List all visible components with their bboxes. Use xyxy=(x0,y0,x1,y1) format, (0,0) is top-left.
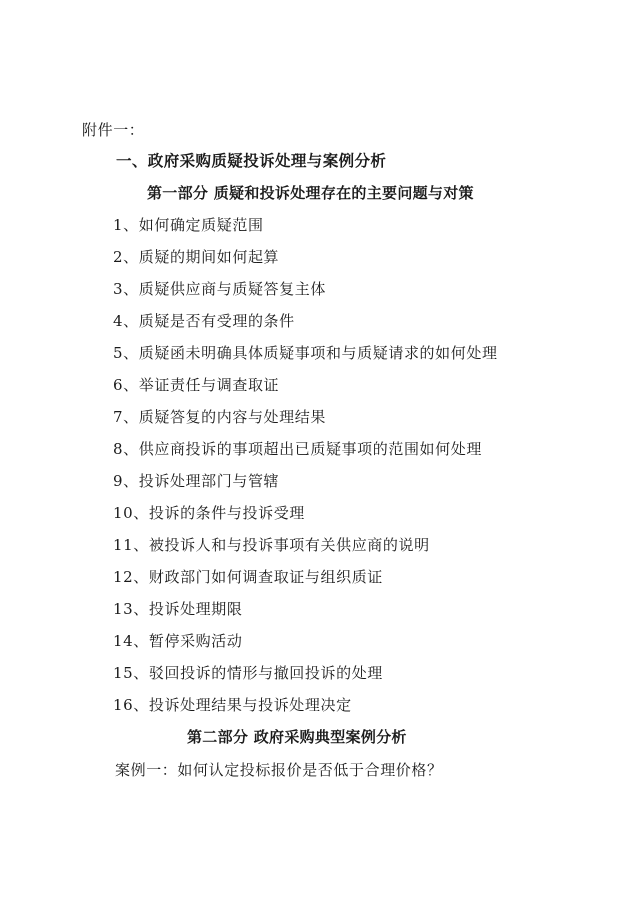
list-item: 15、驳回投诉的情形与撤回投诉的处理 xyxy=(113,664,383,682)
list-item: 5、质疑函未明确具体质疑事项和与质疑请求的如何处理 xyxy=(113,344,498,362)
case-one-line: 案例一：如何认定投标报价是否低于合理价格？ xyxy=(115,761,443,779)
part-one-heading: 第一部分 质疑和投诉处理存在的主要问题与对策 xyxy=(147,184,474,202)
list-item: 8、供应商投诉的事项超出已质疑事项的范围如何处理 xyxy=(113,440,482,458)
list-item: 10、投诉的条件与投诉受理 xyxy=(113,504,305,522)
list-item: 3、质疑供应商与质疑答复主体 xyxy=(113,280,326,298)
list-item: 2、质疑的期间如何起算 xyxy=(113,248,280,266)
list-item: 12、财政部门如何调查取证与组织质证 xyxy=(113,568,383,586)
attachment-label: 附件一： xyxy=(82,121,145,139)
list-item: 1、如何确定质疑范围 xyxy=(113,216,264,234)
list-item: 6、举证责任与调查取证 xyxy=(113,376,280,394)
main-title: 一、政府采购质疑投诉处理与案例分析 xyxy=(116,152,387,170)
list-item: 13、投诉处理期限 xyxy=(113,600,243,618)
list-item: 14、暂停采购活动 xyxy=(113,632,243,650)
list-item: 7、质疑答复的内容与处理结果 xyxy=(113,408,326,426)
list-item: 4、质疑是否有受理的条件 xyxy=(113,312,295,330)
list-item: 11、被投诉人和与投诉事项有关供应商的说明 xyxy=(113,536,430,554)
part-two-heading: 第二部分 政府采购典型案例分析 xyxy=(187,728,407,746)
list-item: 16、投诉处理结果与投诉处理决定 xyxy=(113,696,352,714)
list-item: 9、投诉处理部门与管辖 xyxy=(113,472,280,490)
